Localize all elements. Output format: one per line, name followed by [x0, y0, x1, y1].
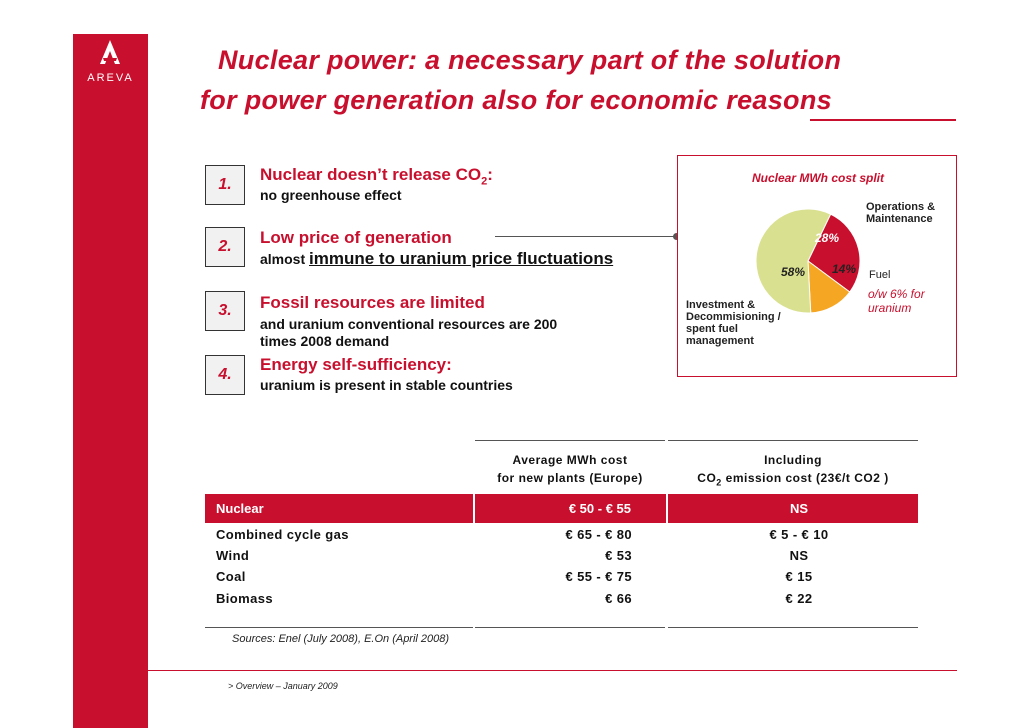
- table-bottom-rule-3: [668, 627, 918, 628]
- point-2-subtext-emphasis: immune to uranium price fluctuations: [309, 249, 614, 268]
- sources-note: Sources: Enel (July 2008), E.On (April 2008): [232, 633, 450, 645]
- brand-name: AREVA: [87, 72, 134, 84]
- point-1-heading-text: Nuclear doesn’t release CO: [260, 165, 482, 184]
- row-name: Coal: [216, 569, 246, 584]
- point-number-2: 2.: [205, 227, 245, 267]
- nuclear-row-divider-2: [666, 494, 668, 523]
- col1-header-line-2: for new plants (Europe): [497, 471, 643, 485]
- col2-header: [668, 451, 918, 491]
- pie-label-investment-line-2: Decommisioning /: [686, 311, 781, 323]
- footer-rule: [73, 670, 957, 671]
- col2-header-rest: emission cost (23€/t CO2 ): [721, 471, 889, 485]
- row-name: Biomass: [216, 591, 273, 606]
- uranium-note: [868, 287, 948, 315]
- row-cost: € 53: [605, 548, 632, 563]
- col1-header: [475, 451, 665, 487]
- col2-header-co2-subscript: 2: [716, 477, 722, 488]
- col2-header-line-1: Including: [764, 453, 822, 467]
- slide-number: 3: [160, 710, 168, 726]
- pie-chart-title: Nuclear MWh cost split: [751, 171, 885, 185]
- point-2-heading: Low price of generation: [260, 228, 452, 247]
- title-line-1: Nuclear power: a necessary part of the solution: [218, 45, 842, 75]
- pie-label-om-line-1: Operations &: [866, 201, 936, 213]
- col2-header-line-2: [668, 469, 918, 491]
- pie-pct-fuel: 14%: [832, 262, 857, 276]
- pie-label-investment-line-3: spent fuel: [686, 323, 738, 335]
- nuclear-co2: NS: [789, 501, 809, 516]
- point-number-3: 3.: [205, 291, 245, 331]
- point-3-subtext-line-2: times 2008 demand: [260, 333, 390, 349]
- pie-label-investment: [686, 299, 781, 347]
- pie-connector-line: [495, 236, 675, 237]
- point-3-heading: Fossil resources are limited: [260, 293, 485, 312]
- point-1-heading: [260, 165, 493, 187]
- point-number-4: 4.: [205, 355, 245, 395]
- nuclear-row-divider-1: [473, 494, 475, 523]
- row-cost: € 65 - € 80: [565, 527, 632, 542]
- pie-label-investment-line-4: management: [686, 335, 754, 347]
- nuclear-name: Nuclear: [216, 501, 264, 516]
- table-row: [205, 589, 918, 610]
- table-row-nuclear: [205, 494, 918, 523]
- pie-pct-investment: 58%: [781, 265, 806, 279]
- footer-section: > Overview – January 2009: [228, 681, 338, 691]
- point-2-subtext-prefix: almost: [260, 251, 310, 267]
- title-line-2: for power generation also for economic reasons: [200, 85, 832, 115]
- point-1-heading-subscript: 2: [481, 175, 488, 188]
- table-row: [205, 567, 918, 588]
- uranium-note-line-2: uranium: [868, 301, 912, 315]
- row-co2: € 5 - € 10: [769, 527, 829, 542]
- table-row: [205, 525, 918, 546]
- uranium-note-line-1: o/w 6% for: [868, 287, 925, 301]
- col2-header-co2: CO: [697, 471, 717, 485]
- row-cost: € 55 - € 75: [565, 569, 632, 584]
- col1-top-rule: [475, 440, 665, 441]
- pie-label-fuel: Fuel: [869, 269, 891, 281]
- point-1-subtext: no greenhouse effect: [260, 187, 402, 203]
- brand-sidebar: [73, 34, 168, 728]
- col2-top-rule: [668, 440, 918, 441]
- row-cost: € 66: [605, 591, 632, 606]
- table-bottom-rule-1: [205, 627, 473, 628]
- point-1-heading-tail: :: [487, 165, 493, 184]
- row-co2: NS: [789, 548, 809, 563]
- row-name: Combined cycle gas: [216, 527, 349, 542]
- point-2-subtext: [260, 250, 613, 268]
- cost-split-panel: [677, 155, 957, 377]
- point-number-1: 1.: [205, 165, 245, 205]
- title-underline: [810, 119, 956, 121]
- col1-header-line-1: Average MWh cost: [512, 453, 628, 467]
- table-row: [205, 546, 918, 567]
- point-3-subtext-line-1: and uranium conventional resources are 200: [260, 316, 558, 332]
- pie-pct-om: 28%: [815, 231, 840, 245]
- pie-label-investment-line-1: Investment &: [686, 299, 756, 311]
- pie-label-om: [866, 201, 935, 225]
- point-4-subtext: uranium is present in stable countries: [260, 377, 513, 393]
- row-co2: € 22: [785, 591, 813, 606]
- row-name: Wind: [216, 548, 250, 563]
- page-title: [200, 40, 960, 120]
- table-bottom-rule-2: [475, 627, 665, 628]
- pie-label-om-line-2: Maintenance: [866, 213, 933, 225]
- nuclear-cost: € 50 - € 55: [568, 501, 631, 516]
- point-4-heading: Energy self-sufficiency:: [260, 355, 452, 374]
- row-co2: € 15: [785, 569, 813, 584]
